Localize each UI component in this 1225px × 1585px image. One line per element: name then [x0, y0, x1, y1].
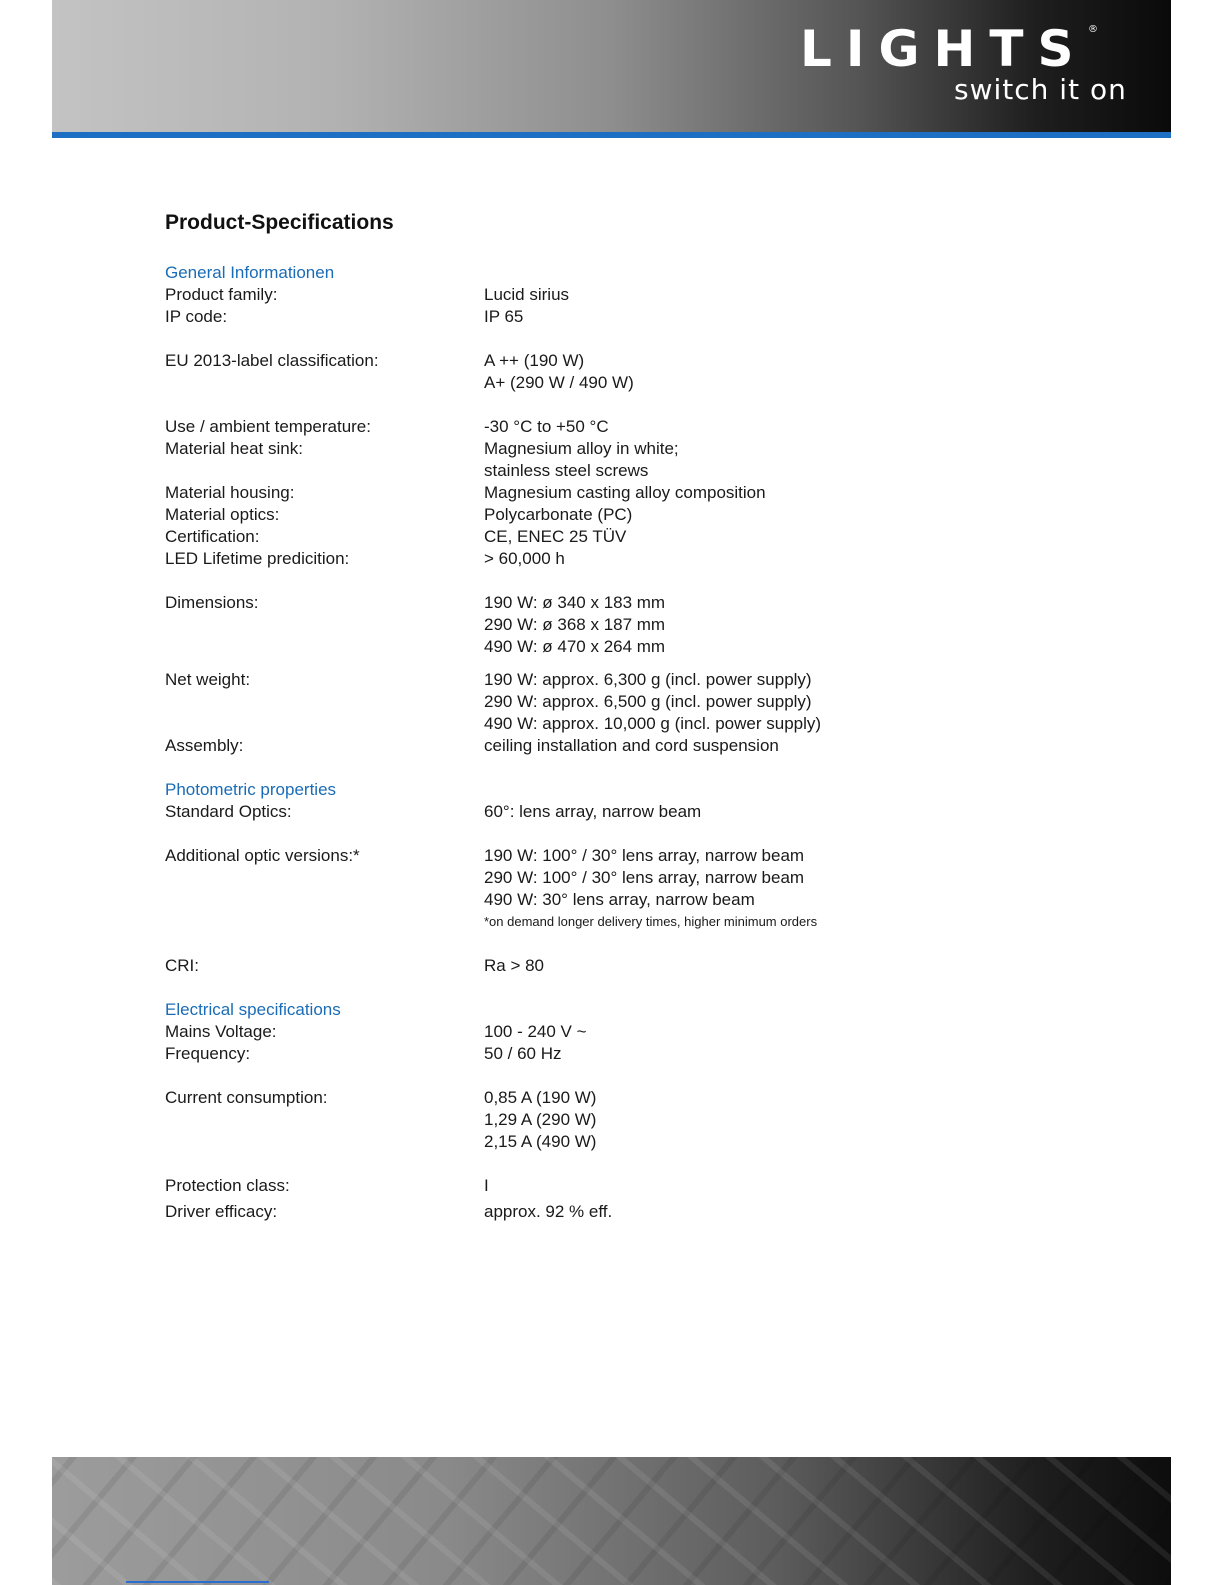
spec-label: Mains Voltage:	[165, 1022, 277, 1041]
spec-certification	[165, 526, 1065, 548]
spec-value: 290 W: 100° / 30° lens array, narrow beam	[484, 868, 805, 887]
spec-value: I	[484, 1176, 489, 1195]
spec-label: Material heat sink:	[165, 439, 303, 458]
spec-current-cont	[165, 1109, 1065, 1131]
spec-value: Magnesium casting alloy composition	[484, 483, 766, 502]
spec-eu-label-cont	[165, 372, 1065, 394]
spec-additional-optics-cont	[165, 889, 1065, 911]
spec-temperature	[165, 416, 1065, 438]
spec-heat-sink	[165, 438, 1065, 460]
spec-value: 1,29 A (290 W)	[484, 1110, 597, 1129]
spec-value: 490 W: ø 470 x 264 mm	[484, 637, 666, 656]
footnote: *on demand longer delivery times, higher minimum orders	[484, 914, 818, 929]
spec-value: A ++ (190 W)	[484, 351, 585, 370]
spec-value: CE, ENEC 25 TÜV	[484, 527, 627, 546]
spec-dimensions-cont	[165, 636, 1065, 658]
logo-registered-mark: ®	[1088, 24, 1098, 35]
spec-housing	[165, 482, 1065, 504]
spec-lifetime	[165, 548, 1065, 570]
spec-label: Standard Optics:	[165, 802, 292, 821]
spec-sheet	[165, 208, 1065, 1223]
brand-logo	[800, 20, 1140, 110]
header-accent-bar	[52, 132, 1171, 138]
logo-tagline: switch it on	[954, 73, 1127, 106]
spec-net-weight-cont	[165, 691, 1065, 713]
spec-value: 490 W: approx. 10,000 g (incl. power supply)	[484, 714, 822, 733]
spec-frequency	[165, 1043, 1065, 1065]
spec-label: Frequency:	[165, 1044, 251, 1063]
section-general: General Informationen	[165, 263, 335, 282]
spec-additional-optics-cont	[165, 867, 1065, 889]
spec-ip-code	[165, 306, 1065, 328]
spec-driver-efficacy	[165, 1201, 1065, 1223]
spec-net-weight-cont	[165, 713, 1065, 735]
spec-value: 60°: lens array, narrow beam	[484, 802, 702, 821]
spec-value: 2,15 A (490 W)	[484, 1132, 597, 1151]
spec-label: IP code:	[165, 307, 228, 326]
spec-label: Certification:	[165, 527, 260, 546]
spec-value: stainless steel screws	[484, 461, 649, 480]
spec-value: > 60,000 h	[484, 549, 565, 568]
spec-protection-class	[165, 1175, 1065, 1197]
section-electrical: Electrical specifications	[165, 1000, 341, 1019]
spec-value: 490 W: 30° lens array, narrow beam	[484, 890, 755, 909]
spec-label: Net weight:	[165, 670, 251, 689]
spec-label: Dimensions:	[165, 593, 259, 612]
header-banner	[52, 0, 1171, 132]
spec-value: 190 W: approx. 6,300 g (incl. power supply)	[484, 670, 812, 689]
spec-value: 50 / 60 Hz	[484, 1044, 562, 1063]
spec-label: Product family:	[165, 285, 278, 304]
spec-dimensions-cont	[165, 614, 1065, 636]
spec-value: 100 - 240 V ~	[484, 1022, 587, 1041]
spec-value: 190 W: 100° / 30° lens array, narrow beam	[484, 846, 805, 865]
spec-value: Magnesium alloy in white;	[484, 439, 679, 458]
spec-value: A+ (290 W / 490 W)	[484, 373, 634, 392]
spec-label: Current consumption:	[165, 1088, 328, 1107]
spec-label: Use / ambient temperature:	[165, 417, 371, 436]
spec-heat-sink-cont	[165, 460, 1065, 482]
spec-value: 290 W: approx. 6,500 g (incl. power supply)	[484, 692, 812, 711]
spec-assembly	[165, 735, 1065, 757]
spec-value: approx. 92 % eff.	[484, 1202, 613, 1221]
spec-value: Polycarbonate (PC)	[484, 505, 633, 524]
footer-pattern	[52, 1457, 1171, 1585]
spec-label: Protection class:	[165, 1176, 290, 1195]
spec-optics-material	[165, 504, 1065, 526]
spec-value: Ra > 80	[484, 956, 545, 975]
footer-link-underline[interactable]	[126, 1581, 269, 1583]
section-photometric: Photometric properties	[165, 780, 337, 799]
spec-label: Driver efficacy:	[165, 1202, 278, 1221]
spec-label: CRI:	[165, 956, 199, 975]
footer-banner	[52, 1457, 1171, 1585]
spec-current-cont	[165, 1131, 1065, 1153]
spec-value: IP 65	[484, 307, 524, 326]
spec-label: Material housing:	[165, 483, 295, 502]
spec-value: 190 W: ø 340 x 183 mm	[484, 593, 666, 612]
spec-additional-optics	[165, 845, 1065, 867]
spec-label: LED Lifetime predicition:	[165, 549, 350, 568]
spec-label: EU 2013-label classification:	[165, 351, 379, 370]
spec-value: 290 W: ø 368 x 187 mm	[484, 615, 666, 634]
spec-label: Material optics:	[165, 505, 280, 524]
spec-value: 0,85 A (190 W)	[484, 1088, 597, 1107]
spec-cri	[165, 955, 1065, 977]
spec-standard-optics	[165, 801, 1065, 823]
spec-label: Additional optic versions:*	[165, 846, 360, 865]
spec-dimensions	[165, 592, 1065, 614]
spec-mains-voltage	[165, 1021, 1065, 1043]
spec-net-weight	[165, 669, 1065, 691]
spec-value: ceiling installation and cord suspension	[484, 736, 779, 755]
spec-value: Lucid sirius	[484, 285, 570, 304]
spec-current	[165, 1087, 1065, 1109]
page-title: Product-Specifications	[165, 211, 394, 234]
spec-value: -30 °C to +50 °C	[484, 417, 609, 436]
spec-eu-label	[165, 350, 1065, 372]
spec-product-family	[165, 284, 1065, 306]
spec-additional-optics-note	[165, 911, 1065, 933]
spec-label: Assembly:	[165, 736, 244, 755]
logo-word: LIGHTS	[800, 20, 1088, 78]
